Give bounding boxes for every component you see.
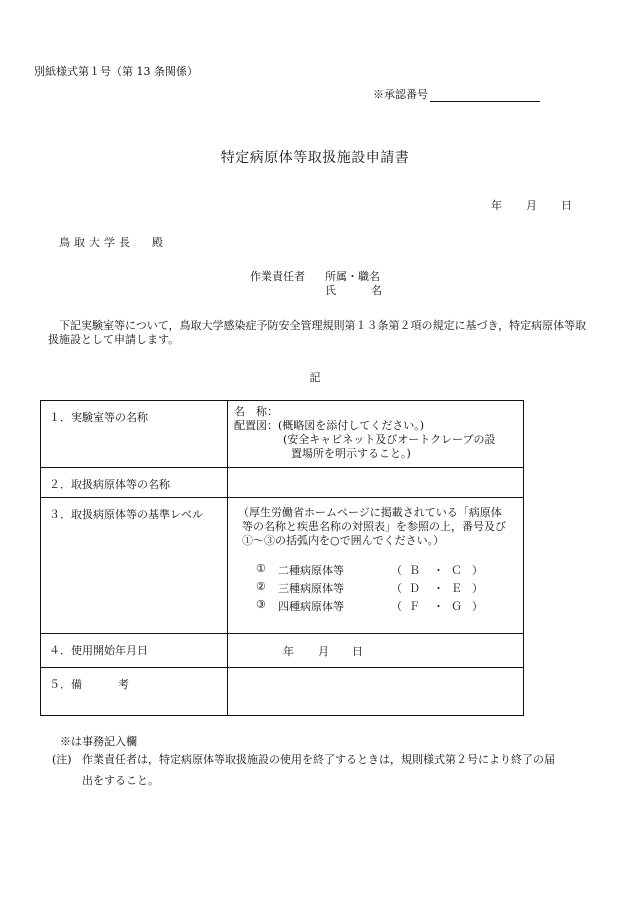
row4-label-cell — [41, 634, 228, 668]
separator-dot: ・ — [433, 564, 444, 577]
addressee-honorific: 殿 — [152, 236, 163, 249]
form-reference: 別紙様式第１号（第 13 条関係） — [34, 65, 198, 78]
responsible-person-label: 作業責任者 — [250, 270, 305, 283]
level-option-1[interactable] — [228, 562, 523, 580]
responsible-affiliation-label: 所属・職名 — [325, 270, 380, 283]
date-day: 日 — [561, 199, 572, 212]
level-name: 四種病原体等 — [278, 600, 344, 613]
start-date-cell[interactable] — [228, 634, 524, 668]
level-instruction-line2: 等の名称と疾患名称の対照表」を参照の上，番号及び — [242, 520, 506, 533]
table-row — [41, 668, 524, 716]
layout-note-line1: (安全キャビネット及びオートクレーブの設 — [283, 433, 496, 446]
document-title: 特定病原体等取扱施設申請書 — [220, 150, 410, 166]
row2-label-cell — [41, 468, 228, 498]
start-date-year: 年 — [283, 645, 294, 658]
close-paren: ） — [472, 582, 483, 595]
close-paren: ） — [472, 564, 483, 577]
level-code-b: Ｇ — [451, 600, 462, 613]
level-code-a: Ｂ — [409, 564, 420, 577]
responsible-name-label-a: 氏 — [325, 284, 336, 297]
note-line2: 出をすること。 — [82, 774, 159, 787]
ki-heading: 記 — [309, 371, 321, 384]
close-paren: ） — [472, 600, 483, 613]
application-form-table — [40, 400, 524, 716]
start-date-day: 日 — [352, 645, 363, 658]
row2-label: ２．取扱病原体等の名称 — [49, 478, 170, 491]
row3-label: ３．取扱病原体等の基準レベル — [49, 508, 203, 521]
level-code-a: Ｆ — [409, 600, 420, 613]
level-name: 三種病原体等 — [278, 582, 344, 595]
separator-dot: ・ — [433, 582, 444, 595]
office-use-note: ※は事務記入欄 — [60, 735, 137, 748]
remarks-label-b: 考 — [118, 678, 129, 691]
level-code-b: Ｅ — [451, 582, 462, 595]
row1-label: １．実験室等の名称 — [49, 411, 148, 424]
level-content-cell — [228, 498, 524, 634]
lab-name-label: 名 称： — [234, 405, 278, 418]
date-year: 年 — [491, 199, 502, 212]
pathogen-name-cell[interactable] — [228, 468, 524, 498]
row5-label-cell — [41, 668, 228, 716]
table-row — [41, 401, 524, 468]
level-code-b: Ｃ — [451, 564, 462, 577]
start-date-month: 月 — [318, 645, 329, 658]
row3-label-cell — [41, 498, 228, 634]
level-code-a: Ｄ — [409, 582, 420, 595]
remarks-label-a: ５．備 — [49, 678, 82, 691]
layout-note-line2: 置場所を明示すること。) — [291, 447, 411, 460]
addressee-name: 鳥取大学長 — [59, 236, 134, 249]
approval-number-label: ※承認番号 — [373, 88, 428, 101]
level-option-2[interactable] — [228, 580, 523, 598]
row1-label-cell — [41, 401, 228, 468]
separator-dot: ・ — [433, 600, 444, 613]
row4-label: ４．使用開始年月日 — [49, 644, 148, 657]
level-number: ① — [256, 562, 266, 575]
table-row — [41, 634, 524, 668]
row1-content-cell[interactable] — [228, 401, 524, 468]
open-paren: （ — [391, 564, 402, 577]
date-month: 月 — [526, 199, 537, 212]
level-number: ③ — [256, 598, 266, 611]
level-instruction-line1: （厚生労働省ホームページに掲載されている「病原体 — [238, 506, 502, 519]
approval-number-field — [373, 86, 540, 102]
note-prefix: (注) — [52, 753, 72, 766]
open-paren: （ — [391, 600, 402, 613]
note-line1: 作業責任者は，特定病原体等取扱施設の使用を終了するときは，規則様式第２号により終了の届 — [82, 753, 555, 766]
table-row — [41, 498, 524, 634]
level-instruction-line3: ①～③の括弧内を○で囲んでください。） — [242, 534, 445, 547]
level-number: ② — [256, 580, 266, 593]
layout-drawing-label: 配置図：(概略図を添付してください。) — [234, 419, 425, 432]
responsible-name-label-b: 名 — [371, 284, 382, 297]
table-row — [41, 468, 524, 498]
application-body-text: 下記実験室等について，鳥取大学感染症予防安全管理規則第１３条第２項の規定に基づき，特定病原体等取扱施設として申請します。 — [48, 319, 587, 346]
approval-number-blank — [430, 89, 540, 102]
level-option-3[interactable] — [228, 598, 523, 616]
level-name: 二種病原体等 — [278, 564, 344, 577]
open-paren: （ — [391, 582, 402, 595]
remarks-cell[interactable] — [228, 668, 524, 716]
